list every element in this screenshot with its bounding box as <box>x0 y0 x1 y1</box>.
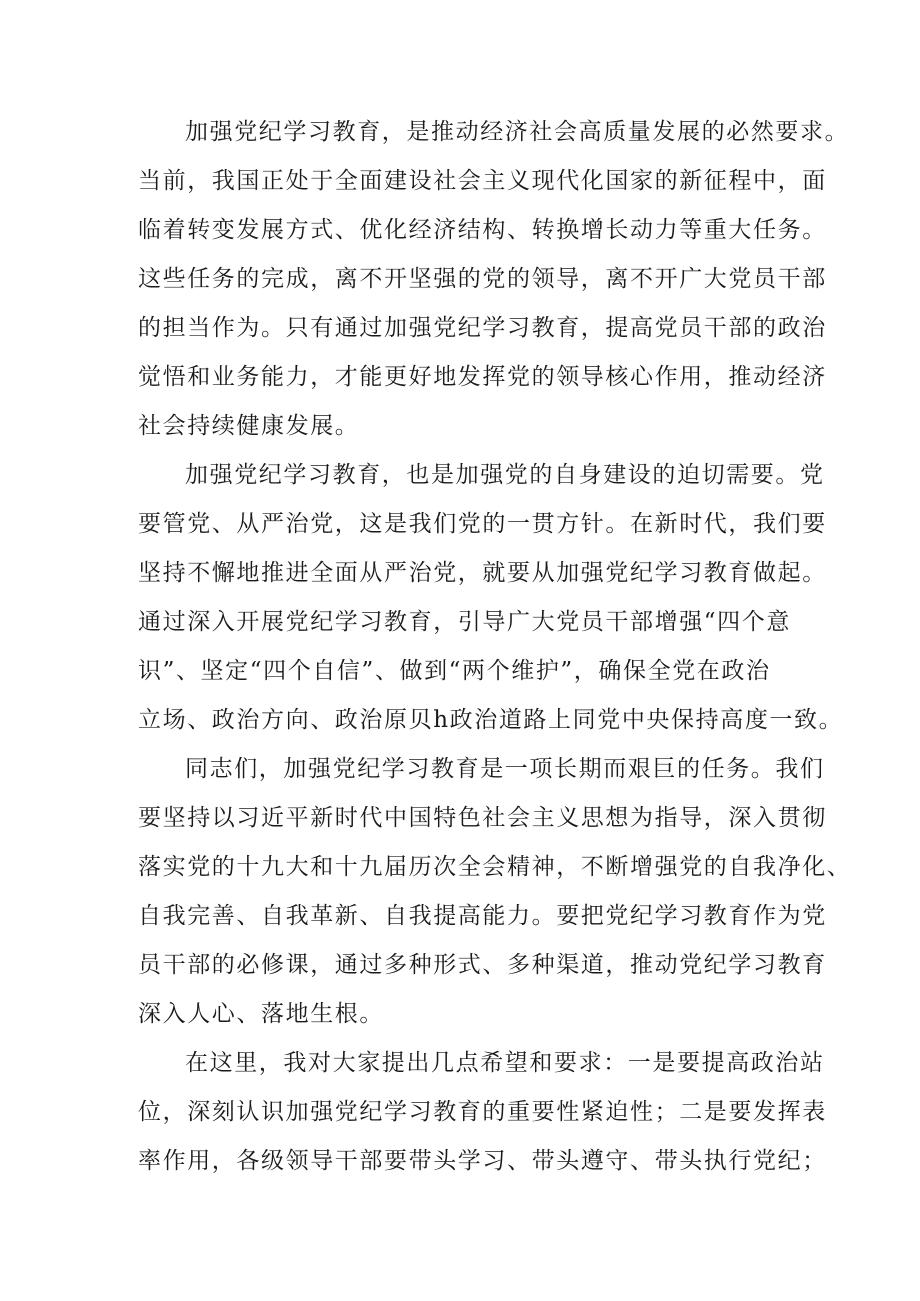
text-line: 要坚持以习近平新时代中国特色社会主义思想为指导，深入贯彻 <box>138 805 827 831</box>
text-line: 加强党纪学习教育，也是加强党的自身建设的迫切需要。党 <box>185 462 825 488</box>
text-line: 这些任务的完成，离不开坚强的党的领导，离不开广大党员干部 <box>138 266 827 292</box>
text-line: 位，深刻认识加强党纪学习教育的重要性紧迫性；二是要发挥表 <box>138 1099 827 1125</box>
text-line: 自我完善、自我革新、自我提高能力。要把党纪学习教育作为党 <box>138 903 827 929</box>
text-line: 通过深入开展党纪学习教育，引导广大党员干部增强“四个意 <box>138 609 791 635</box>
text-line: 立场、政治方向、政治原贝h政治道路上同党中央保持高度一致。 <box>138 707 844 733</box>
text-line: 落实党的十九大和十九届历次全会精神，不断增强党的自我净化、 <box>138 854 852 880</box>
text-line: 当前，我国正处于全面建设社会主义现代化国家的新征程中，面 <box>138 168 827 194</box>
text-line: 临着转变发展方式、优化经济结构、转换增长动力等重大任务。 <box>138 217 827 243</box>
text-line: 同志们，加强党纪学习教育是一项长期而艰巨的任务。我们 <box>185 756 825 782</box>
text-line: 要管党、从严治党，这是我们党的一贯方针。在新时代，我们要 <box>138 511 827 537</box>
text-line: 坚持不懈地推进全面从严治党，就要从加强党纪学习教育做起。 <box>138 560 827 586</box>
text-line: 识”、坚定“四个自信”、做到“两个维护”，确保全党在政治 <box>138 658 771 684</box>
text-line: 率作用，各级领导干部要带头学习、带头遵守、带头执行党纪； <box>138 1148 827 1174</box>
document-body <box>138 108 852 1186</box>
text-line: 觉悟和业务能力，才能更好地发挥党的领导核心作用，推动经济 <box>138 364 827 390</box>
text-line: 在这里，我对大家提出几点希望和要求：一是要提高政治站 <box>185 1050 825 1076</box>
text-line: 深入人心、落地生根。 <box>138 1001 384 1027</box>
text-line: 社会持续健康发展。 <box>138 413 360 439</box>
text-line: 加强党纪学习教育，是推动经济社会高质量发展的必然要求。 <box>185 119 850 145</box>
text-line: 的担当作为。只有通过加强党纪学习教育，提高党员干部的政治 <box>138 315 827 341</box>
text-line: 员干部的必修课，通过多种形式、多种渠道，推动党纪学习教育 <box>138 952 827 978</box>
